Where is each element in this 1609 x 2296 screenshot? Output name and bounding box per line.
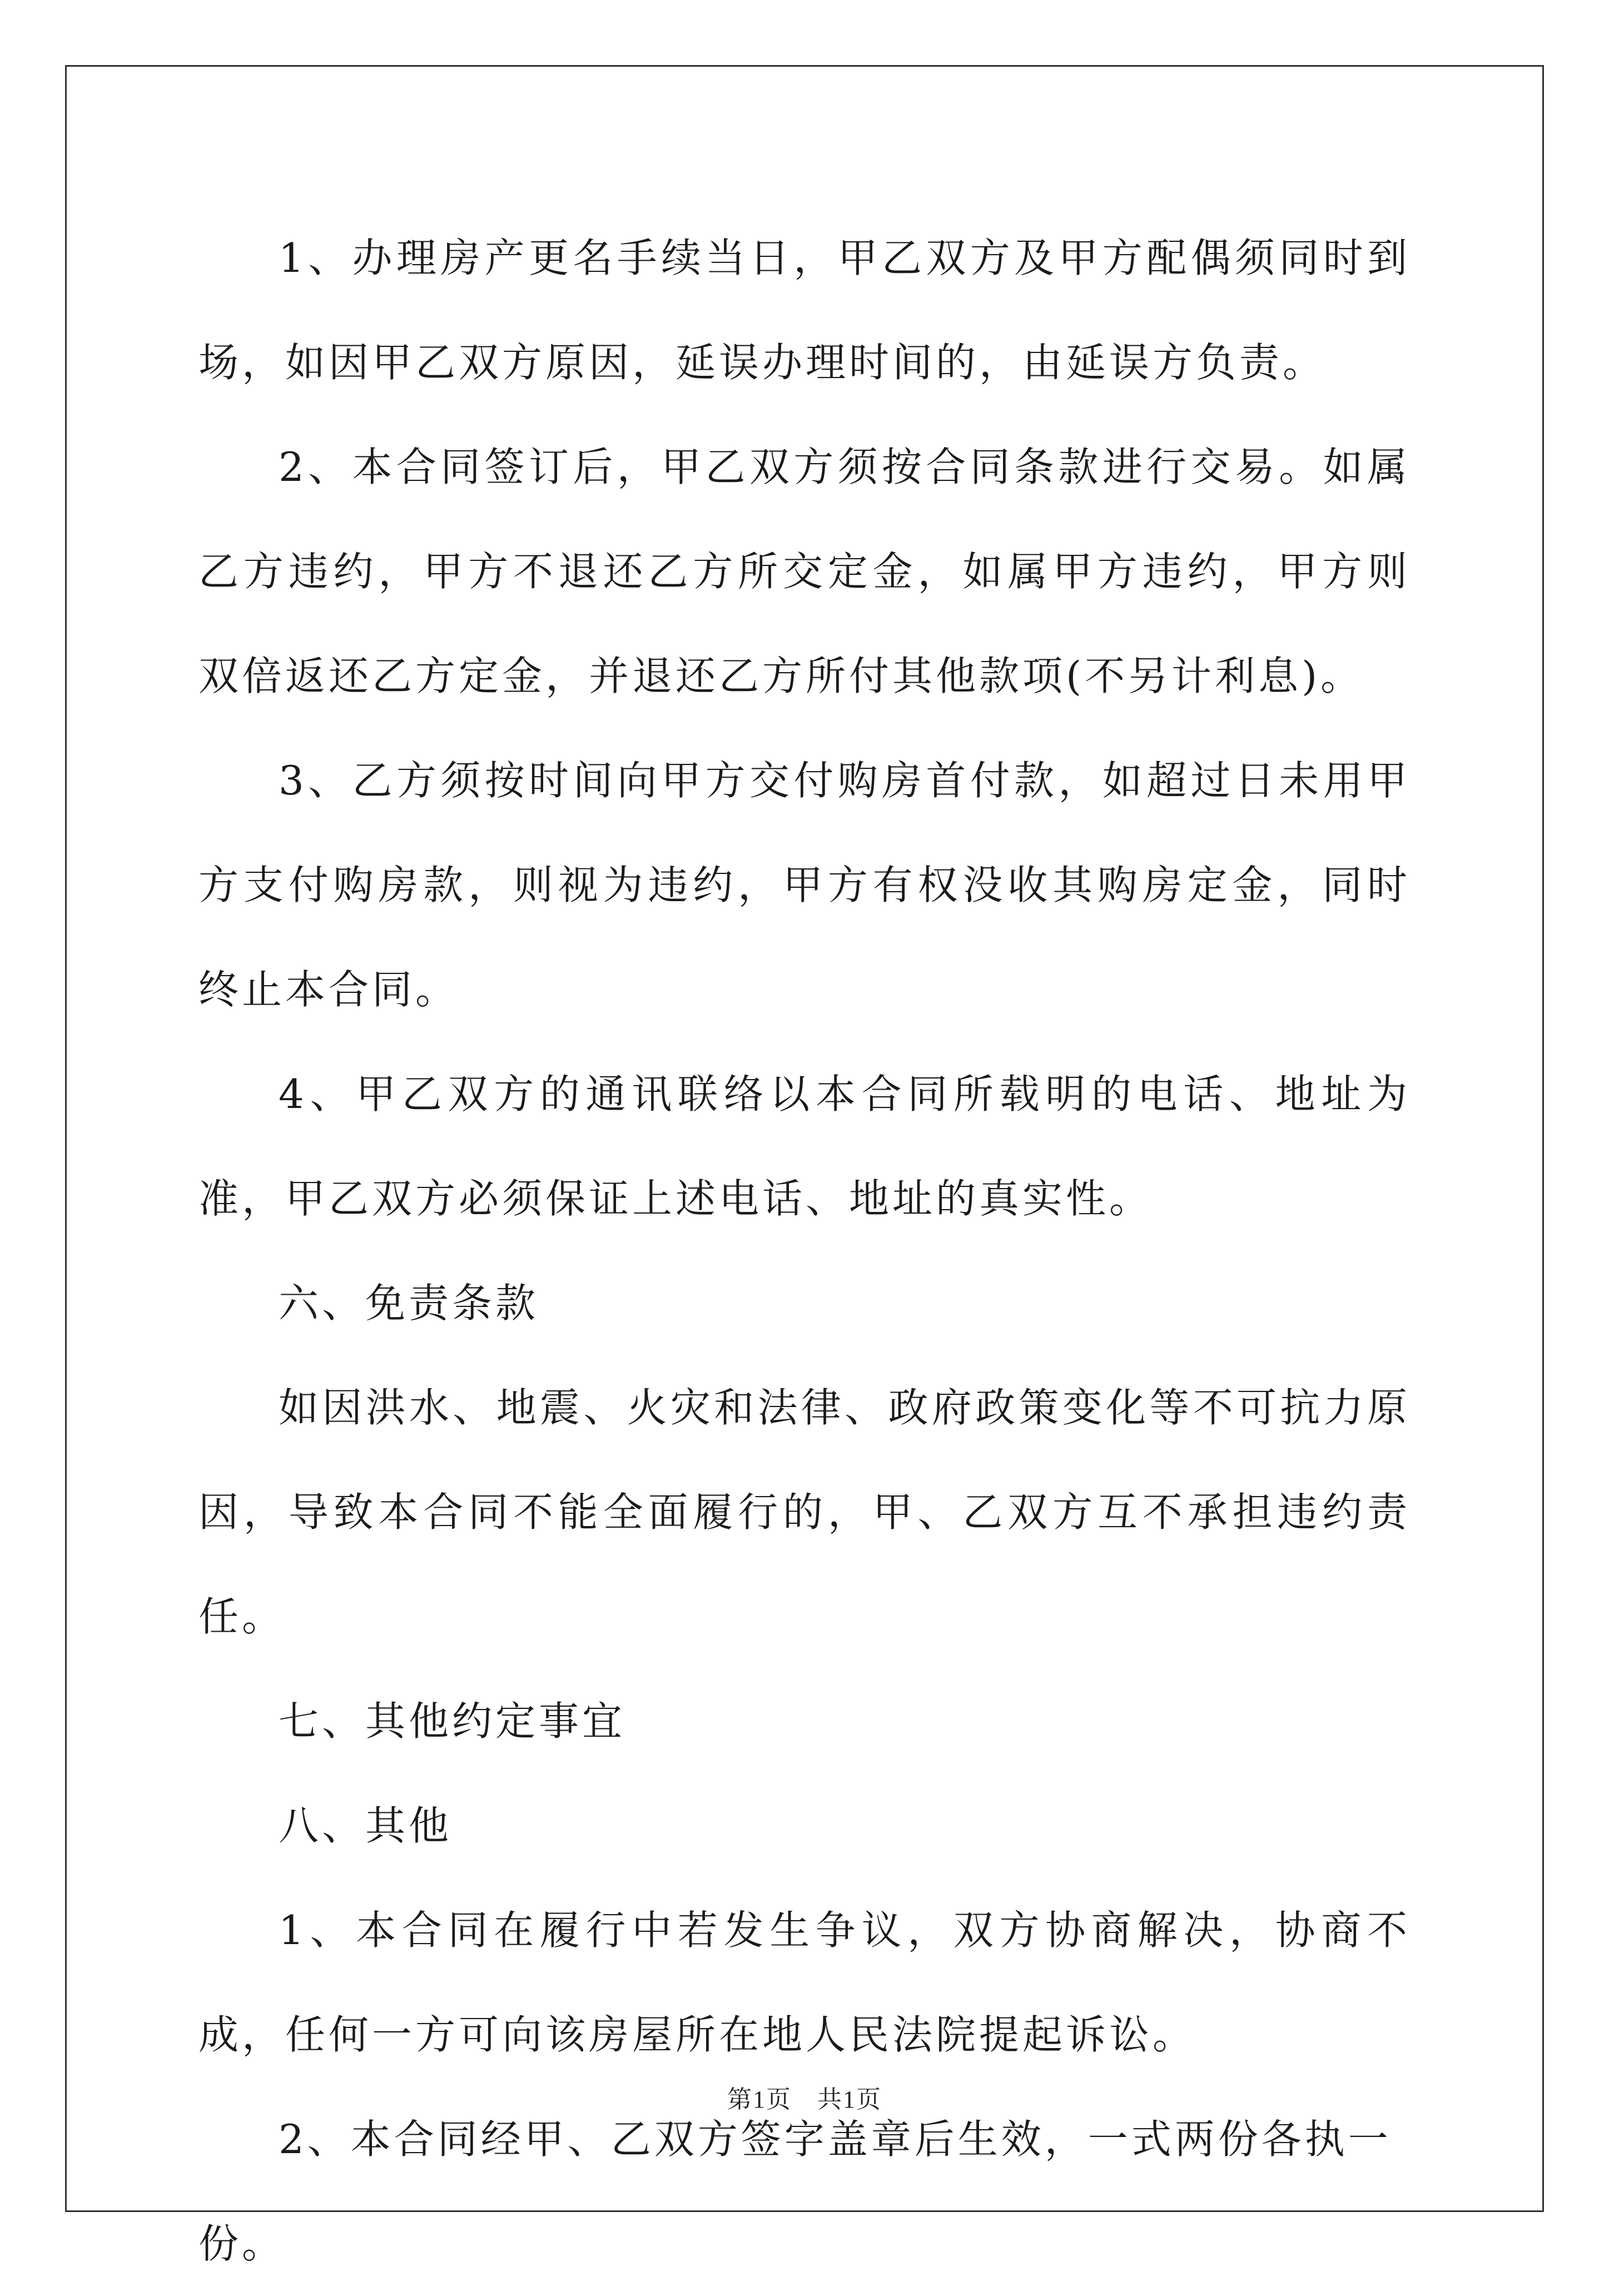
section-6-heading: 六、免责条款 <box>279 1280 539 1326</box>
clause-1-paragraph: 1、办理房产更名手续当日，甲乙双方及甲方配偶须同时到场，如因甲乙双方原因，延误办理时间的，由延误方负责。 <box>198 235 1411 386</box>
section-8-heading: 八、其他 <box>279 1802 453 1849</box>
dispute-paragraph: 1、本合同在履行中若发生争议，双方协商解决，协商不成，任何一方可向该房屋所在地人民法院提起诉讼。 <box>198 1907 1411 2058</box>
clause-2-paragraph: 2、本合同签订后，甲乙双方须按合同条款进行交易。如属乙方违约，甲方不退还乙方所交定金，如属甲方违约，甲方则双倍返还乙方定金，并退还乙方所付其他款项(不另计利息)。 <box>198 444 1411 699</box>
clause-3-paragraph: 3、乙方须按时间向甲方交付购房首付款，如超过日未用甲方支付购房款，则视为违约，甲方有权没收其购房定金，同时终止本合同。 <box>198 757 1411 1013</box>
clause-4-paragraph: 4、甲乙双方的通讯联络以本合同所载明的电话、地址为准，甲乙双方必须保证上述电话、地址的真实性。 <box>198 1071 1411 1222</box>
section-7-heading: 七、其他约定事宜 <box>279 1698 626 1745</box>
force-majeure-paragraph: 如因洪水、地震、火灾和法律、政府政策变化等不可抗力原因，导致本合同不能全面履行的，甲、乙双方互不承担违约责任。 <box>198 1384 1411 1640</box>
effect-paragraph: 2、本合同经甲、乙双方签字盖章后生效，一式两份各执一份。 <box>198 2116 1392 2267</box>
page-number-footer: 第1页 共1页 <box>727 2086 882 2113</box>
document-body <box>198 206 1411 2296</box>
